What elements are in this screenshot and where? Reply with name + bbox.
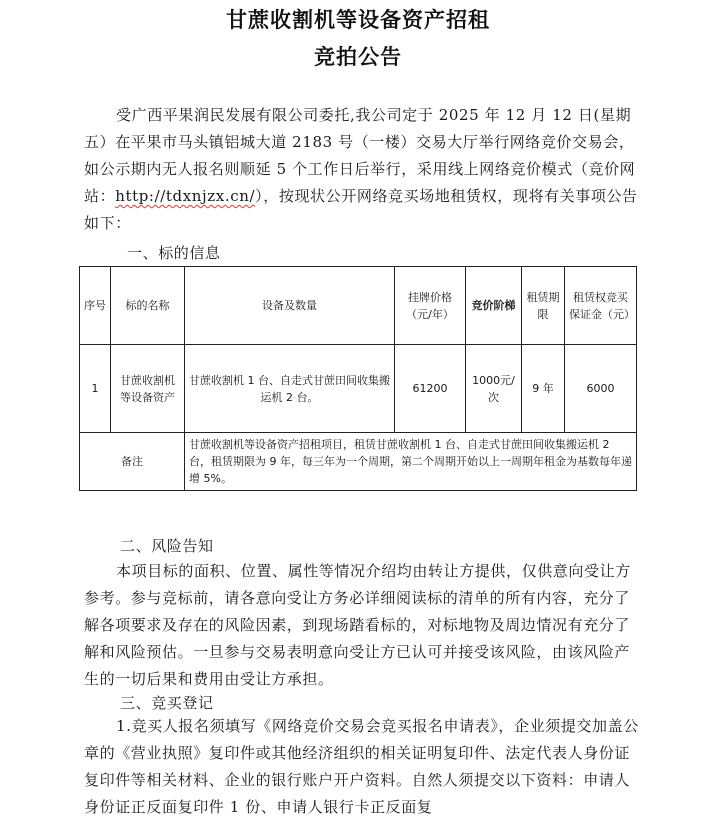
cell-deposit: 6000 xyxy=(565,345,637,433)
intro-text-b: ），按现状公开网络竞买场地租赁权，现将有关事项公告如下： xyxy=(84,187,638,232)
risk-text: 本项目标的面积、位置、属性等情况介绍均由转让方提供，仅供意向受让方参考。参与竞标前，请各意向受让方务必详细阅读标的清单的所有内容，充分了解各项要求及存在的风险因素，到现场踏看标的，对标地物及周边情况有充分了解和风险预估。一旦参与交易表明意向受让方已认可并接受该风险，由该风险产生的一切后果和费用由受让方承担。 xyxy=(84,562,631,688)
header-equipment: 设备及数量 xyxy=(185,267,395,345)
note-label: 备注 xyxy=(80,433,185,491)
header-seq: 序号 xyxy=(80,267,111,345)
cell-term: 9 年 xyxy=(522,345,565,433)
title-line-2: 竞拍公告 xyxy=(314,45,402,69)
intro-text-a: 受广西平果润民发展有限公司委托,我公司定于 2025 年 12 月 12 日(星期五）在平果市马头镇铝城大道 2183 号（一楼）交易大厅举行网络竞价交易会，如公示期内无人报名则顺延 5 个工作日后举行，采用线上网络竞价模式（竞价网站： xyxy=(84,106,636,205)
header-name: 标的名称 xyxy=(111,267,185,345)
header-term: 租赁期限 xyxy=(522,267,565,345)
header-step: 竞价阶梯 xyxy=(466,267,522,345)
table-header-row xyxy=(80,267,637,345)
registration-text: 1.竞买人报名须填写《网络竞价交易会竞买报名申请表》，企业须提交加盖公章的《营业执照》复印件或其他经济组织的相关证明复印件、法定代表人身份证复印件等相关材料、企业的银行账户开户资料。自然人须提交以下资料：申请人身份证正反面复印件 1 份、申请人银行卡正反面复 xyxy=(84,717,639,816)
intro-paragraph xyxy=(84,102,644,237)
cell-seq: 1 xyxy=(80,345,111,433)
section-heading-registration: 三、竞买登记 xyxy=(120,694,214,712)
cell-step: 1000元/次 xyxy=(466,345,522,433)
cell-equipment: 甘蔗收割机 1 台、自走式甘蔗田间收集搬运机 2 台。 xyxy=(185,345,395,433)
cell-price: 61200 xyxy=(395,345,466,433)
note-text: 甘蔗收割机等设备资产招租项目，租赁甘蔗收割机 1 台、自走式甘蔗田间收集搬运机 2 台，租赁期限为 9 年，每三年为一个周期，第二个周期开始以上一周期年租金为基数每年递增 5%。 xyxy=(185,433,637,491)
title-line-1: 甘蔗收割机等设备资产招租 xyxy=(226,8,490,32)
target-info-table xyxy=(79,266,637,491)
header-price: 挂牌价格（元/年） xyxy=(395,267,466,345)
registration-paragraph xyxy=(84,713,644,821)
table-row xyxy=(80,345,637,433)
table-note-row xyxy=(80,433,637,491)
auction-website-link[interactable]: http://tdxnjzx.cn/ xyxy=(115,187,256,205)
section-heading-target-info: 一、标的信息 xyxy=(127,244,221,262)
risk-paragraph xyxy=(84,558,644,693)
cell-name: 甘蔗收割机等设备资产 xyxy=(111,345,185,433)
section-heading-risk: 二、风险告知 xyxy=(120,537,214,555)
header-deposit: 租赁权竞买保证金（元） xyxy=(565,267,637,345)
